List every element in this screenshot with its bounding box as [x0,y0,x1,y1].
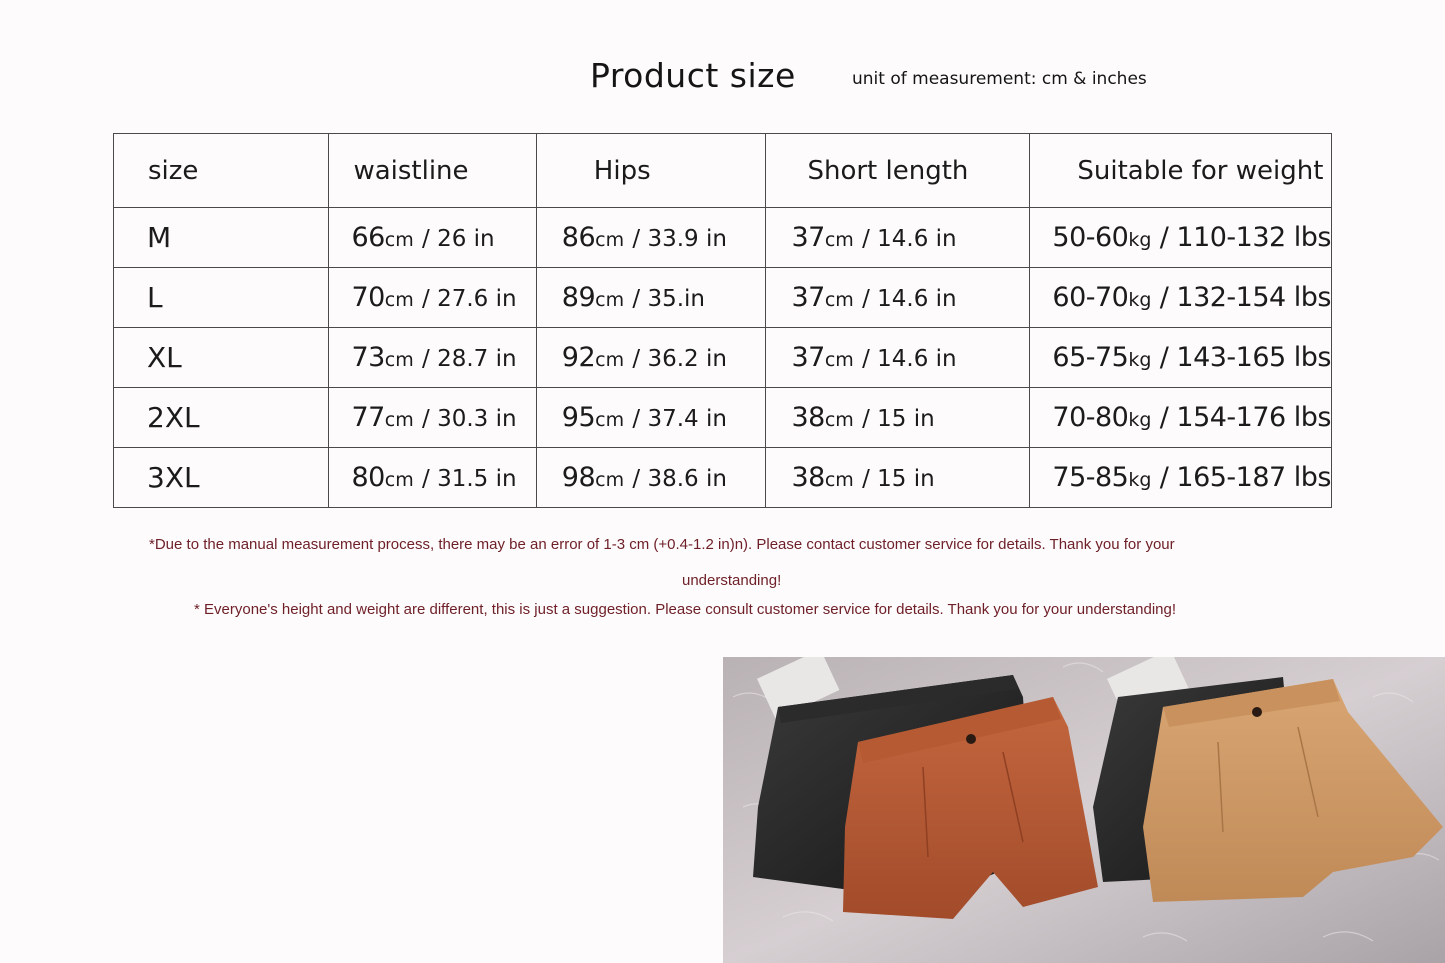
hips-cell-hips-unit: cm [595,349,625,371]
table-header-row [114,134,1332,208]
table-row [114,328,1332,388]
weight-cell-wt-unit: kg [1128,229,1152,251]
size-suggestion-note: * Everyone's height and weight are different, this is just a suggestion. Please consult customer service for details. Thank you for your understanding! [194,601,1177,618]
size-cell [114,388,329,448]
waistline-cell-waist-unit: cm [384,469,414,491]
column-header-size: size [114,134,329,208]
weight-cell [1030,328,1332,388]
short-length-cell-len-unit: cm [824,349,854,371]
waistline-cell-waist-num: 70 [351,282,385,313]
hips-cell [536,268,766,328]
weight-cell-wt-lbs: / 165-187 lbs [1159,462,1331,493]
column-header-weight: Suitable for weight [1030,134,1332,208]
weight-cell-wt-kg: 60-70 [1052,282,1129,313]
waistline-cell-waist-in: / 28.7 in [422,346,517,372]
waistline-cell [329,268,536,328]
hips-cell-hips-num: 92 [561,342,596,373]
hips-cell-hips-num: 86 [561,222,596,253]
weight-cell-wt-lbs: / 143-165 lbs [1159,342,1331,373]
table-row [114,388,1332,448]
short-length-cell-len-in: / 14.6 in [862,286,957,312]
hips-cell-hips-in: / 38.6 in [632,466,727,492]
waistline-cell-waist-num: 77 [351,402,385,433]
waistline-cell-waist-unit: cm [384,229,414,251]
short-length-cell-len-in: / 15 in [862,466,935,492]
hips-cell-hips-unit: cm [595,289,625,311]
weight-cell-wt-kg: 70-80 [1052,402,1129,433]
short-length-cell-len-in: / 14.6 in [862,346,957,372]
short-length-cell-len-num: 37 [791,342,825,373]
size-table [113,133,1332,508]
hips-cell-hips-num: 98 [561,462,596,493]
waistline-cell-waist-unit: cm [384,409,414,431]
column-header-waistline: waistline [329,134,536,208]
waistline-cell-waist-unit: cm [384,349,414,371]
waistline-cell-waist-unit: cm [384,289,414,311]
size-cell [114,448,329,508]
hips-cell-hips-in: / 36.2 in [632,346,727,372]
size-cell [114,328,329,388]
short-length-cell [766,328,1030,388]
waistline-cell-waist-num: 73 [351,342,385,373]
weight-cell-wt-lbs: / 110-132 lbs [1159,222,1331,253]
short-length-cell-len-unit: cm [824,469,854,491]
hips-cell-hips-in: / 37.4 in [632,406,727,432]
waistline-cell [329,448,536,508]
short-length-cell-len-unit: cm [824,289,854,311]
hips-cell-hips-unit: cm [595,469,625,491]
waistline-cell-waist-in: / 30.3 in [422,406,517,432]
table-row [114,448,1332,508]
size-cell-size: XL [147,341,182,374]
weight-cell-wt-unit: kg [1128,409,1152,431]
short-length-cell [766,208,1030,268]
weight-cell [1030,268,1332,328]
hips-cell-hips-num: 95 [561,402,596,433]
weight-cell-wt-kg: 75-85 [1052,462,1129,493]
waistline-cell-waist-in: / 31.5 in [422,466,517,492]
short-length-cell-len-in: / 15 in [862,406,935,432]
hips-cell [536,208,766,268]
waistline-cell [329,328,536,388]
short-length-cell-len-in: / 14.6 in [862,226,957,252]
hips-cell-hips-in: / 35.in [632,286,705,312]
hips-cell [536,448,766,508]
waistline-cell [329,388,536,448]
hips-cell-hips-num: 89 [561,282,596,313]
short-length-cell [766,388,1030,448]
hips-cell [536,328,766,388]
size-cell-size: 3XL [147,461,200,494]
weight-cell-wt-kg: 65-75 [1052,342,1129,373]
weight-cell-wt-lbs: / 132-154 lbs [1159,282,1331,313]
short-length-cell-len-num: 37 [791,222,825,253]
short-length-cell-len-num: 38 [791,462,825,493]
size-cell-size: L [147,281,163,314]
hips-cell-hips-unit: cm [595,409,625,431]
measurement-error-note: *Due to the manual measurement process, there may be an error of 1-3 cm (+0.4-1.2 in)n). Please contact customer service for details. Thank you for your [149,536,1175,553]
size-cell [114,208,329,268]
weight-cell [1030,448,1332,508]
size-cell-size: 2XL [147,401,200,434]
table-row [114,208,1332,268]
short-length-cell [766,448,1030,508]
column-header-short-length: Short length [766,134,1030,208]
short-length-cell-len-unit: cm [824,409,854,431]
measurement-error-note-continued: understanding! [682,572,782,589]
waistline-cell [329,208,536,268]
waistline-cell-waist-in: / 26 in [422,226,495,252]
table-row [114,268,1332,328]
unit-note: unit of measurement: cm & inches [852,69,1147,89]
hips-cell-hips-in: / 33.9 in [632,226,727,252]
weight-cell-wt-unit: kg [1128,469,1152,491]
weight-cell-wt-lbs: / 154-176 lbs [1159,402,1331,433]
waistline-cell-waist-num: 66 [351,222,385,253]
weight-cell [1030,388,1332,448]
product-photo [723,657,1445,963]
page-title: Product size [590,56,796,95]
waistline-cell-waist-num: 80 [351,462,385,493]
size-cell [114,268,329,328]
column-header-hips: Hips [536,134,766,208]
hips-cell-hips-unit: cm [595,229,625,251]
weight-cell [1030,208,1332,268]
short-length-cell-len-unit: cm [824,229,854,251]
waistline-cell-waist-in: / 27.6 in [422,286,517,312]
hips-cell [536,388,766,448]
short-length-cell-len-num: 38 [791,402,825,433]
short-length-cell-len-num: 37 [791,282,825,313]
weight-cell-wt-kg: 50-60 [1052,222,1129,253]
weight-cell-wt-unit: kg [1128,349,1152,371]
weight-cell-wt-unit: kg [1128,289,1152,311]
short-length-cell [766,268,1030,328]
size-cell-size: M [147,221,172,254]
